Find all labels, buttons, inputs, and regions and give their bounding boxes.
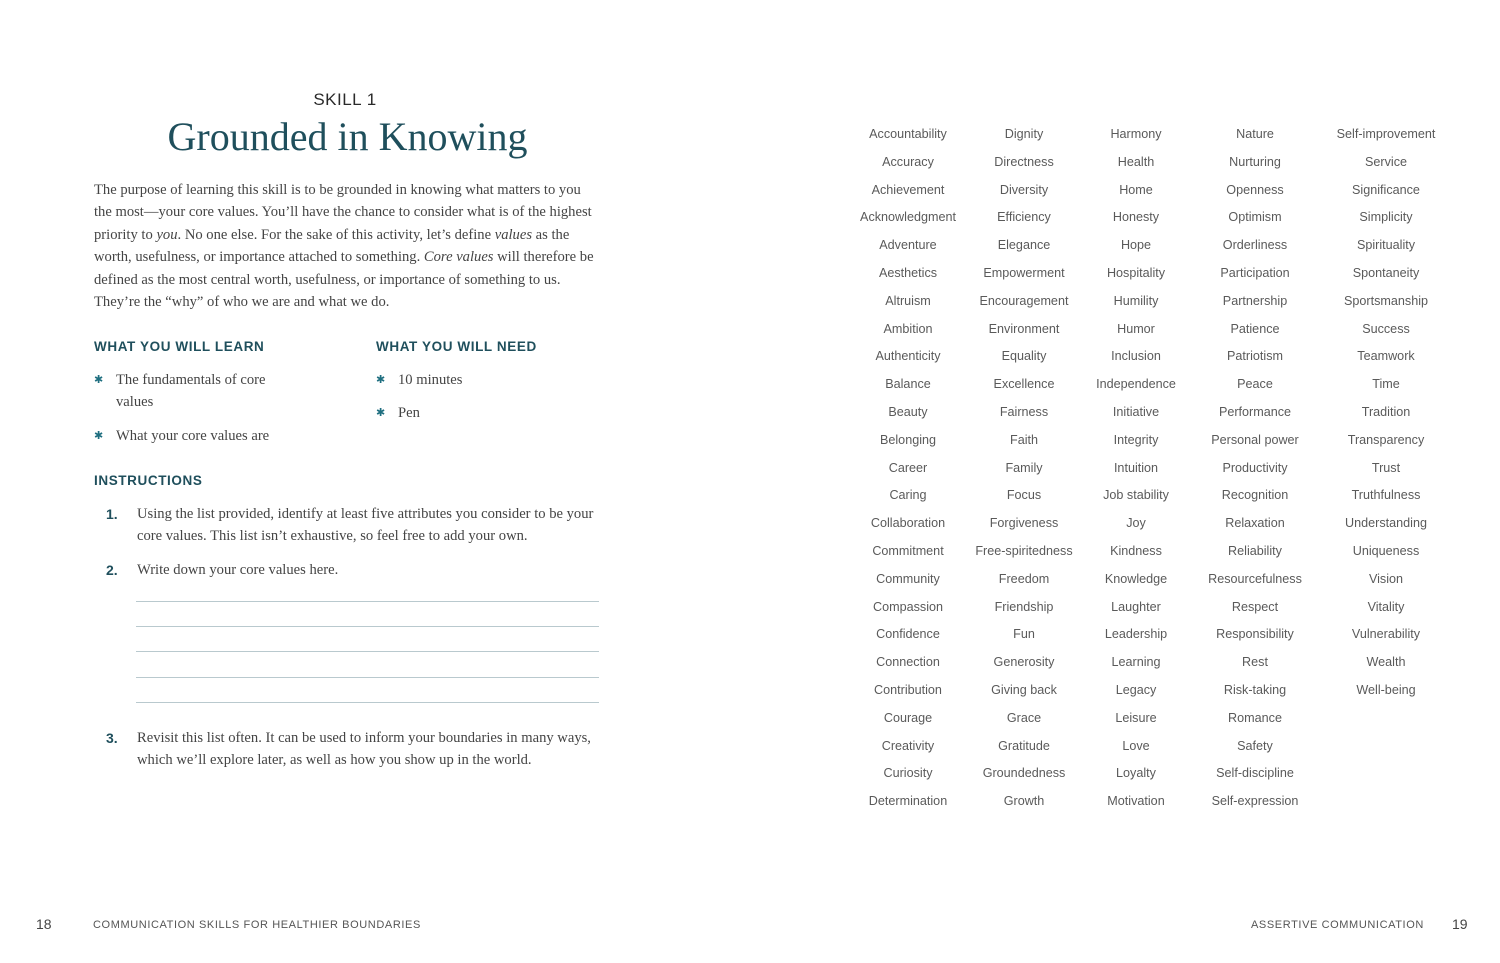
need-item: [376, 369, 576, 391]
value-word: Safety: [1237, 738, 1273, 753]
value-word: Reliability: [1228, 543, 1282, 558]
value-word: Respect: [1231, 599, 1279, 614]
value-word: Productivity: [1222, 460, 1288, 475]
intro-text: The purpose of learning this skill is to be grounded in knowing what matters to you the most—your core values. You’ll have the chance to consider what is of the highest priority to: [94, 182, 592, 243]
write-line[interactable]: [136, 651, 599, 652]
value-word: Groundedness: [982, 766, 1066, 781]
value-word: Beauty: [888, 404, 928, 419]
value-word: Faith: [1010, 432, 1038, 447]
value-word: Loyalty: [1116, 766, 1156, 781]
value-word: Tradition: [1361, 404, 1411, 419]
value-word: Belonging: [879, 432, 937, 447]
value-word: Vulnerability: [1351, 627, 1421, 642]
step-number: 3.: [106, 730, 118, 746]
need-heading: WHAT YOU WILL NEED: [376, 339, 537, 354]
asterisk-bullet-icon: ✱: [94, 373, 104, 386]
value-word: Career: [888, 460, 928, 475]
skill-label: SKILL 1: [313, 90, 377, 109]
learn-list: [94, 369, 304, 458]
value-word: Self-discipline: [1216, 766, 1294, 781]
write-line[interactable]: [136, 626, 599, 627]
list-item-text: 10 minutes: [398, 372, 463, 388]
page-number-left: 18: [36, 916, 52, 932]
value-word: Excellence: [993, 377, 1055, 392]
value-word: Spontaneity: [1352, 265, 1420, 280]
value-word: Creativity: [881, 738, 935, 753]
value-word: Equality: [1001, 349, 1047, 364]
value-word: Confidence: [876, 627, 940, 642]
value-word: Free-spiritedness: [975, 543, 1073, 558]
learn-heading: WHAT YOU WILL LEARN: [94, 339, 265, 354]
value-word: Joy: [1126, 516, 1146, 531]
value-word: Teamwork: [1357, 349, 1415, 364]
value-word: Understanding: [1345, 516, 1427, 531]
value-word: Contribution: [874, 682, 942, 697]
value-word: Aesthetics: [878, 265, 938, 280]
value-word: Trust: [1371, 460, 1401, 475]
value-word: Inclusion: [1111, 349, 1161, 364]
write-line[interactable]: [136, 601, 599, 602]
value-word: Adventure: [879, 238, 937, 253]
step-text: Write down your core values here.: [137, 562, 339, 578]
value-word: Leisure: [1115, 710, 1157, 725]
value-word: Collaboration: [870, 516, 946, 531]
value-word: Peace: [1237, 377, 1273, 392]
value-word: Romance: [1228, 710, 1282, 725]
value-word: Spirituality: [1356, 238, 1416, 253]
value-word: Rest: [1242, 655, 1268, 670]
value-word: Participation: [1220, 265, 1290, 280]
value-word: Accountability: [869, 127, 947, 141]
intro-text: . No one else. For the sake of this activity, let’s define: [177, 226, 495, 243]
value-word: Sportsmanship: [1344, 293, 1428, 308]
value-word: Patience: [1230, 321, 1280, 336]
value-word: Leadership: [1104, 627, 1168, 642]
value-word: Self-improvement: [1336, 127, 1436, 141]
value-word: Hope: [1120, 238, 1152, 253]
value-word: Simplicity: [1359, 210, 1413, 225]
value-word: Altruism: [885, 293, 931, 308]
value-word: Orderliness: [1222, 238, 1288, 253]
value-word: Compassion: [873, 599, 943, 614]
value-word: Motivation: [1107, 794, 1165, 809]
step-number: 2.: [106, 562, 118, 578]
value-word: Grace: [1006, 710, 1042, 725]
value-word: Honesty: [1112, 210, 1160, 225]
value-word: Openness: [1226, 182, 1284, 197]
step-text: Using the list provided, identify at least five attributes you consider to be your core values. This list isn’t exhaustive, so feel free to add your own.: [137, 506, 594, 545]
asterisk-bullet-icon: ✱: [376, 406, 386, 420]
values-column: [964, 121, 1084, 816]
value-word: Legacy: [1115, 682, 1157, 697]
value-word: Dignity: [1004, 127, 1044, 141]
value-word: Empowerment: [983, 265, 1065, 280]
value-word: Nature: [1236, 127, 1274, 141]
list-item-text: What your core values are: [116, 427, 270, 444]
value-word: Independence: [1096, 377, 1176, 392]
value-word: Home: [1119, 182, 1153, 197]
step-text: Revisit this list often. It can be used to inform your boundaries in many ways, which we’ll explore later, as well as how you show up in the world.: [137, 730, 591, 769]
value-word: Achievement: [871, 182, 945, 197]
value-word: Intuition: [1113, 460, 1159, 475]
value-word: Freedom: [998, 571, 1050, 586]
value-word: Service: [1365, 154, 1407, 169]
list-item-text: The fundamentals of core values: [116, 372, 266, 411]
value-word: Partnership: [1222, 293, 1288, 308]
list-item-text: Pen: [398, 405, 420, 422]
values-column: [1316, 121, 1456, 705]
value-word: Responsibility: [1216, 627, 1294, 642]
write-line[interactable]: [136, 677, 599, 678]
value-word: Laughter: [1111, 599, 1161, 614]
value-word: Patriotism: [1227, 349, 1283, 364]
intro-emphasis: values: [494, 226, 533, 243]
value-word: Environment: [988, 321, 1060, 336]
value-word: Generosity: [993, 655, 1055, 670]
value-word: Diversity: [999, 182, 1049, 197]
values-column: [843, 121, 973, 816]
value-word: Recognition: [1221, 488, 1289, 503]
intro-text: will therefore be defined as the most central worth, usefulness, or importance of something to us. They’re the “why” of who we are and what we do.: [94, 249, 594, 311]
value-word: Humor: [1117, 321, 1155, 336]
value-word: Wealth: [1366, 655, 1406, 670]
value-word: Acknowledgment: [860, 210, 956, 225]
page-title: Grounded in Knowing: [167, 114, 528, 159]
running-footer-right: ASSERTIVE COMMUNICATION: [1251, 919, 1424, 931]
value-word: Humility: [1113, 293, 1159, 308]
value-word: Harmony: [1110, 127, 1162, 141]
intro-text: as the worth, usefulness, or importance attached to something.: [94, 226, 570, 266]
value-word: Truthfulness: [1351, 488, 1421, 503]
value-word: Vitality: [1367, 599, 1405, 614]
value-word: Efficiency: [997, 210, 1051, 225]
value-word: Well-being: [1356, 682, 1416, 697]
value-word: Friendship: [994, 599, 1054, 614]
value-word: Gratitude: [998, 738, 1050, 753]
intro-emphasis: Core values: [423, 249, 494, 266]
value-word: Giving back: [991, 682, 1057, 697]
value-word: Kindness: [1110, 543, 1162, 558]
value-word: Focus: [1006, 488, 1042, 503]
value-word: Risk-taking: [1223, 682, 1287, 697]
value-word: Connection: [876, 655, 940, 670]
need-item: [376, 402, 576, 424]
value-word: Initiative: [1112, 404, 1160, 419]
value-word: Ambition: [883, 321, 933, 336]
value-word: Transparency: [1347, 432, 1425, 447]
learn-item: [94, 369, 304, 414]
value-word: Significance: [1352, 182, 1420, 197]
value-word: Self-expression: [1211, 794, 1299, 809]
value-word: Relaxation: [1225, 516, 1285, 531]
value-word: Performance: [1218, 404, 1292, 419]
step-number: 1.: [106, 506, 118, 522]
page-number-right: 19: [1452, 916, 1468, 932]
value-word: Determination: [868, 794, 948, 809]
value-word: Curiosity: [883, 766, 933, 781]
value-word: Love: [1122, 738, 1150, 753]
value-word: Knowledge: [1104, 571, 1168, 586]
instructions-heading: INSTRUCTIONS: [94, 473, 203, 488]
write-line[interactable]: [136, 702, 599, 703]
values-column: [1081, 121, 1191, 816]
value-word: Learning: [1111, 655, 1161, 670]
value-word: Growth: [1003, 794, 1045, 809]
value-word: Time: [1372, 377, 1400, 392]
value-word: Directness: [994, 154, 1054, 169]
need-list: [376, 369, 576, 436]
value-word: Resourcefulness: [1208, 571, 1302, 586]
asterisk-bullet-icon: ✱: [94, 428, 104, 442]
values-column: [1195, 121, 1315, 816]
value-word: Nurturing: [1229, 154, 1281, 169]
value-word: Personal power: [1211, 432, 1299, 447]
core-values-list: [850, 121, 1450, 821]
value-word: Fun: [1013, 627, 1035, 642]
value-word: Hospitality: [1106, 265, 1166, 280]
value-word: Accuracy: [882, 154, 934, 169]
value-word: Job stability: [1103, 488, 1169, 503]
value-word: Elegance: [997, 238, 1051, 253]
value-word: Integrity: [1113, 432, 1159, 447]
value-word: Family: [1005, 460, 1043, 475]
running-footer-left: COMMUNICATION SKILLS FOR HEALTHIER BOUNDARIES: [93, 919, 421, 931]
value-word: Optimism: [1228, 210, 1282, 225]
intro-paragraph: [94, 179, 599, 313]
value-word: Health: [1117, 154, 1155, 169]
learn-item: [94, 425, 304, 447]
value-word: Balance: [885, 377, 931, 392]
value-word: Commitment: [872, 543, 944, 558]
value-word: Community: [876, 571, 940, 586]
value-word: Success: [1362, 321, 1410, 336]
asterisk-bullet-icon: ✱: [376, 373, 386, 386]
value-word: Forgiveness: [989, 516, 1059, 531]
value-word: Courage: [883, 710, 933, 725]
value-word: Fairness: [999, 404, 1049, 419]
intro-emphasis: you: [156, 226, 178, 243]
value-word: Vision: [1368, 571, 1404, 586]
value-word: Caring: [889, 488, 927, 503]
value-word: Uniqueness: [1352, 543, 1420, 558]
value-word: Authenticity: [875, 349, 941, 364]
value-word: Encouragement: [979, 293, 1069, 308]
